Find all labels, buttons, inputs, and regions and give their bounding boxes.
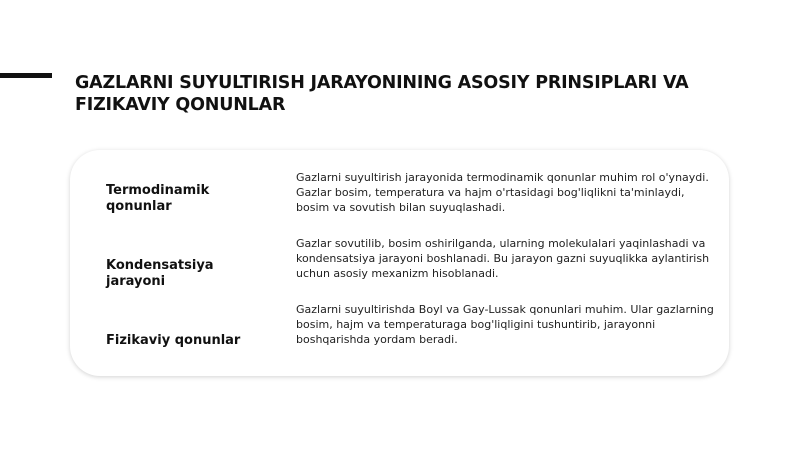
slide-title: GAZLARNI SUYULTIRISH JARAYONINING ASOSIY PRINSIPLARI VA FIZIKAVIY QONUNLAR [75,73,689,115]
row-label-termodinamik: Termodinamik qonunlar [106,183,210,214]
row-label-fizikaviy: Fizikaviy qonunlar [106,333,241,348]
row-description-termodinamik: Gazlarni suyultirish jarayonida termodinamik qonunlar muhim rol o'ynaydi. Gazlar bosim, temperatura va hajm o'rtasidagi bog'liqlikni ta'minlaydi, bosim va sovutish bilan suyuqlashadi. [296,171,709,214]
row-description-fizikaviy: Gazlarni suyultirishda Boyl va Gay-Lussak qonunlari muhim. Ular gazlarning bosim, hajm va temperaturaga bog'liqligini tushuntirib, jarayonni boshqarishda yordam beradi. [296,303,714,346]
row-description-kondensatsiya: Gazlar sovutilib, bosim oshirilganda, ularning molekulalari yaqinlashadi va kondensatsiya jarayoni boshlanadi. Bu jarayon gazni suyuqlikka aylantirish uchun asosiy mexanizm hisoblanadi. [296,237,710,280]
row-label-kondensatsiya: Kondensatsiya jarayoni [106,258,214,289]
title-accent-bar [0,73,52,78]
